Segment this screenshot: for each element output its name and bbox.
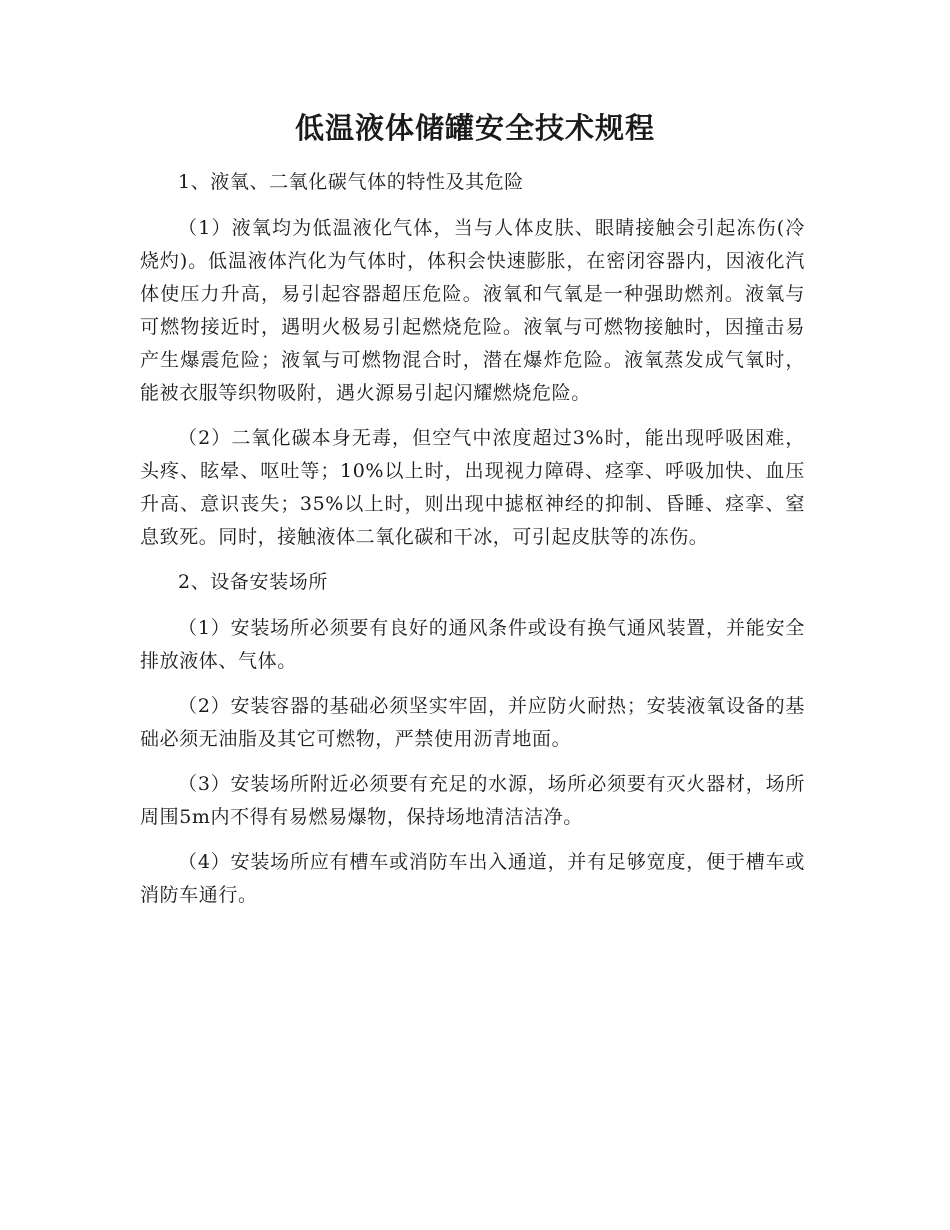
paragraph: （1）液氧均为低温液化气体，当与人体皮肤、眼睛接触会引起冻伤(冷烧灼)。低温液体汽化为气体时，体积会快速膨胀，在密闭容器内，因液化汽体使压力升高，易引起容器超压危险。液氧和气氧是一种强助燃剂。液氧与可燃物接近时，遇明火极易引起燃烧危险。液氧与可燃物接触时，因撞击易产生爆震危险；液氧与可燃物混合时，潜在爆炸危险。液氧蒸发成气氧时，能被衣服等织物吸附，遇火源易引起闪耀燃烧危险。 [140, 217, 805, 404]
paragraph: （1）安装场所必须要有良好的通风条件或设有换气通风装置，并能安全排放液体、气体。 [140, 617, 805, 672]
section-heading: 2、设备安装场所 [178, 571, 328, 593]
section-properties-hazards [140, 166, 805, 554]
paragraph: （3）安装场所附近必须要有充足的水源，场所必须要有灭火器材，场所周围5m内不得有易燃易爆物，保持场地清洁洁净。 [140, 773, 805, 828]
paragraph: （2）二氧化碳本身无毒，但空气中浓度超过3%时，能出现呼吸困难，头疼、眩晕、呕吐等；10%以上时，出现视力障碍、痉挛、呼吸加快、血压升高、意识丧失；35%以上时，则出现中摅枢神经的抑制、昏睡、痉挛、窒息致死。同时，接触液体二氧化碳和干冰，可引起皮肤等的冻伤。 [140, 427, 805, 548]
paragraph: （4）安装场所应有槽车或消防车出入通道，并有足够宽度，便于槽车或消防车通行。 [140, 851, 805, 906]
section-heading: 1、液氧、二氧化碳气体的特性及其危险 [178, 171, 524, 193]
document-title: 低温液体储罐安全技术规程 [294, 111, 655, 145]
section-installation-site [140, 566, 805, 912]
paragraph: （2）安装容器的基础必须坚实牢固，并应防火耐热；安装液氧设备的基础必须无油脂及其它可燃物，严禁使用沥青地面。 [140, 695, 805, 750]
document-body [140, 166, 805, 924]
